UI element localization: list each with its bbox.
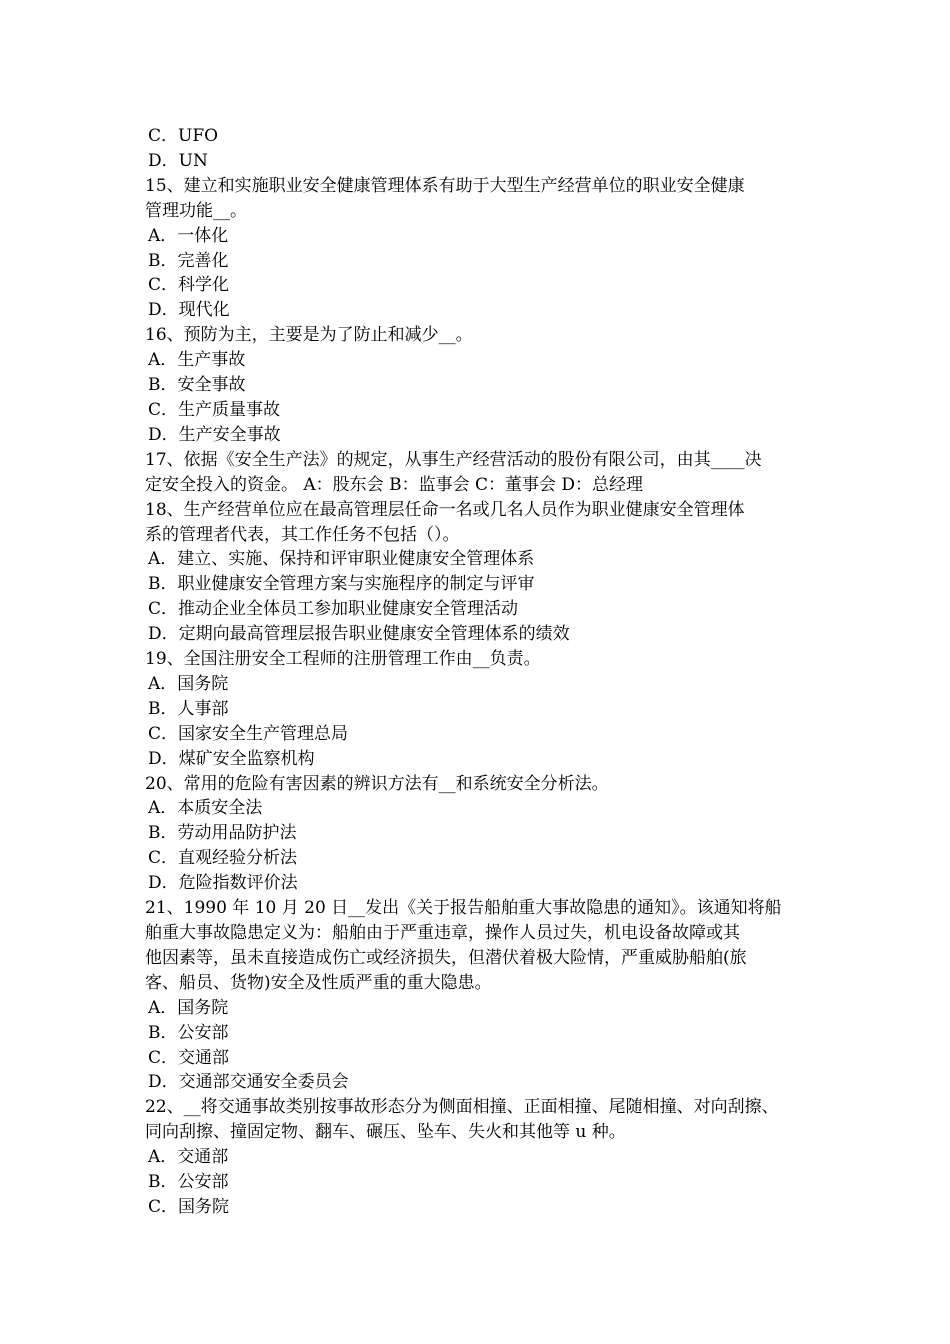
answer-option-line: D．危险指数评价法 bbox=[148, 873, 298, 894]
answer-option-line: C．UFO bbox=[148, 126, 219, 146]
answer-option-line: D．煤矿安全监察机构 bbox=[148, 748, 315, 769]
answer-option-line: C．国务院 bbox=[148, 1196, 230, 1217]
answer-option-line: A．国务院 bbox=[148, 673, 229, 694]
answer-option-line: B．职业健康安全管理方案与实施程序的制定与评审 bbox=[148, 574, 535, 595]
question-text-line: 22、__将交通事故类别按事故形态分为侧面相撞、正面相撞、尾随相撞、对向刮擦、 bbox=[145, 1097, 779, 1118]
answer-option-line: A．建立、实施、保持和评审职业健康安全管理体系 bbox=[148, 549, 535, 570]
question-text-line: 17、依据《安全生产法》的规定，从事生产经营活动的股份有限公司，由其____决 bbox=[145, 449, 762, 470]
answer-option-line: B．安全事故 bbox=[148, 375, 246, 396]
answer-option-line: A．国务院 bbox=[148, 997, 229, 1018]
answer-option-line: A．生产事故 bbox=[148, 350, 246, 371]
question-text-line: 定安全投入的资金。 A：股东会 B：监事会 C：董事会 D：总经理 bbox=[145, 474, 644, 495]
question-text-line: 系的管理者代表，其工作任务不包括（）。 bbox=[145, 524, 460, 545]
question-text-line: 18、生产经营单位应在最高管理层任命一名或几名人员作为职业健康安全管理体 bbox=[145, 499, 745, 520]
question-text-line: 15、建立和实施职业安全健康管理体系有助于大型生产经营单位的职业安全健康 bbox=[145, 175, 745, 196]
answer-option-line: B．公安部 bbox=[148, 1022, 229, 1043]
answer-option-line: C．国家安全生产管理总局 bbox=[148, 723, 349, 744]
answer-option-line: A．一体化 bbox=[148, 225, 229, 246]
question-text-line: 同向刮擦、撞固定物、翻车、碾压、坠车、失火和其他等 u 种。 bbox=[145, 1122, 626, 1143]
answer-option-line: C．交通部 bbox=[148, 1047, 230, 1068]
question-text-line: 管理功能__。 bbox=[145, 200, 247, 221]
answer-option-line: D．交通部交通安全委员会 bbox=[148, 1072, 349, 1093]
answer-option-line: B．劳动用品防护法 bbox=[148, 823, 297, 844]
answer-option-line: D．现代化 bbox=[148, 300, 230, 321]
question-text-line: 16、预防为主，主要是为了防止和减少__。 bbox=[145, 325, 473, 346]
answer-option-line: B．人事部 bbox=[148, 698, 229, 719]
answer-option-line: C．科学化 bbox=[148, 275, 230, 296]
answer-option-line: D．定期向最高管理层报告职业健康安全管理体系的绩效 bbox=[148, 624, 570, 645]
document-page bbox=[145, 124, 825, 1220]
answer-option-line: B．完善化 bbox=[148, 250, 229, 271]
answer-option-line: A．本质安全法 bbox=[148, 798, 263, 819]
answer-option-line: C．直观经验分析法 bbox=[148, 848, 298, 869]
question-text-line: 21、1990 年 10 月 20 日__发出《关于报告船舶重大事故隐患的通知》。该通知将船 bbox=[145, 898, 782, 919]
answer-option-line: C．生产质量事故 bbox=[148, 399, 281, 420]
answer-option-line: C．推动企业全体员工参加职业健康安全管理活动 bbox=[148, 599, 519, 620]
question-text-line: 舶重大事故隐患定义为：船舶由于严重违章，操作人员过失，机电设备故障或其 bbox=[145, 923, 740, 943]
answer-option-line: A．交通部 bbox=[148, 1147, 229, 1168]
question-text-line: 客、船员、货物)安全及性质严重的重大隐患。 bbox=[145, 972, 492, 993]
question-text-line: 19、全国注册安全工程师的注册管理工作由__负责。 bbox=[145, 649, 541, 670]
answer-option-line: B．公安部 bbox=[148, 1172, 229, 1193]
answer-option-line: D．生产安全事故 bbox=[148, 424, 281, 445]
question-text-line: 20、常用的危险有害因素的辨识方法有__和系统安全分析法。 bbox=[145, 773, 609, 794]
answer-option-line: D．UN bbox=[148, 150, 208, 171]
question-text-line: 他因素等，虽未直接造成伤亡或经济损失，但潜伏着极大险情，严重威胁船舶(旅 bbox=[145, 947, 747, 968]
